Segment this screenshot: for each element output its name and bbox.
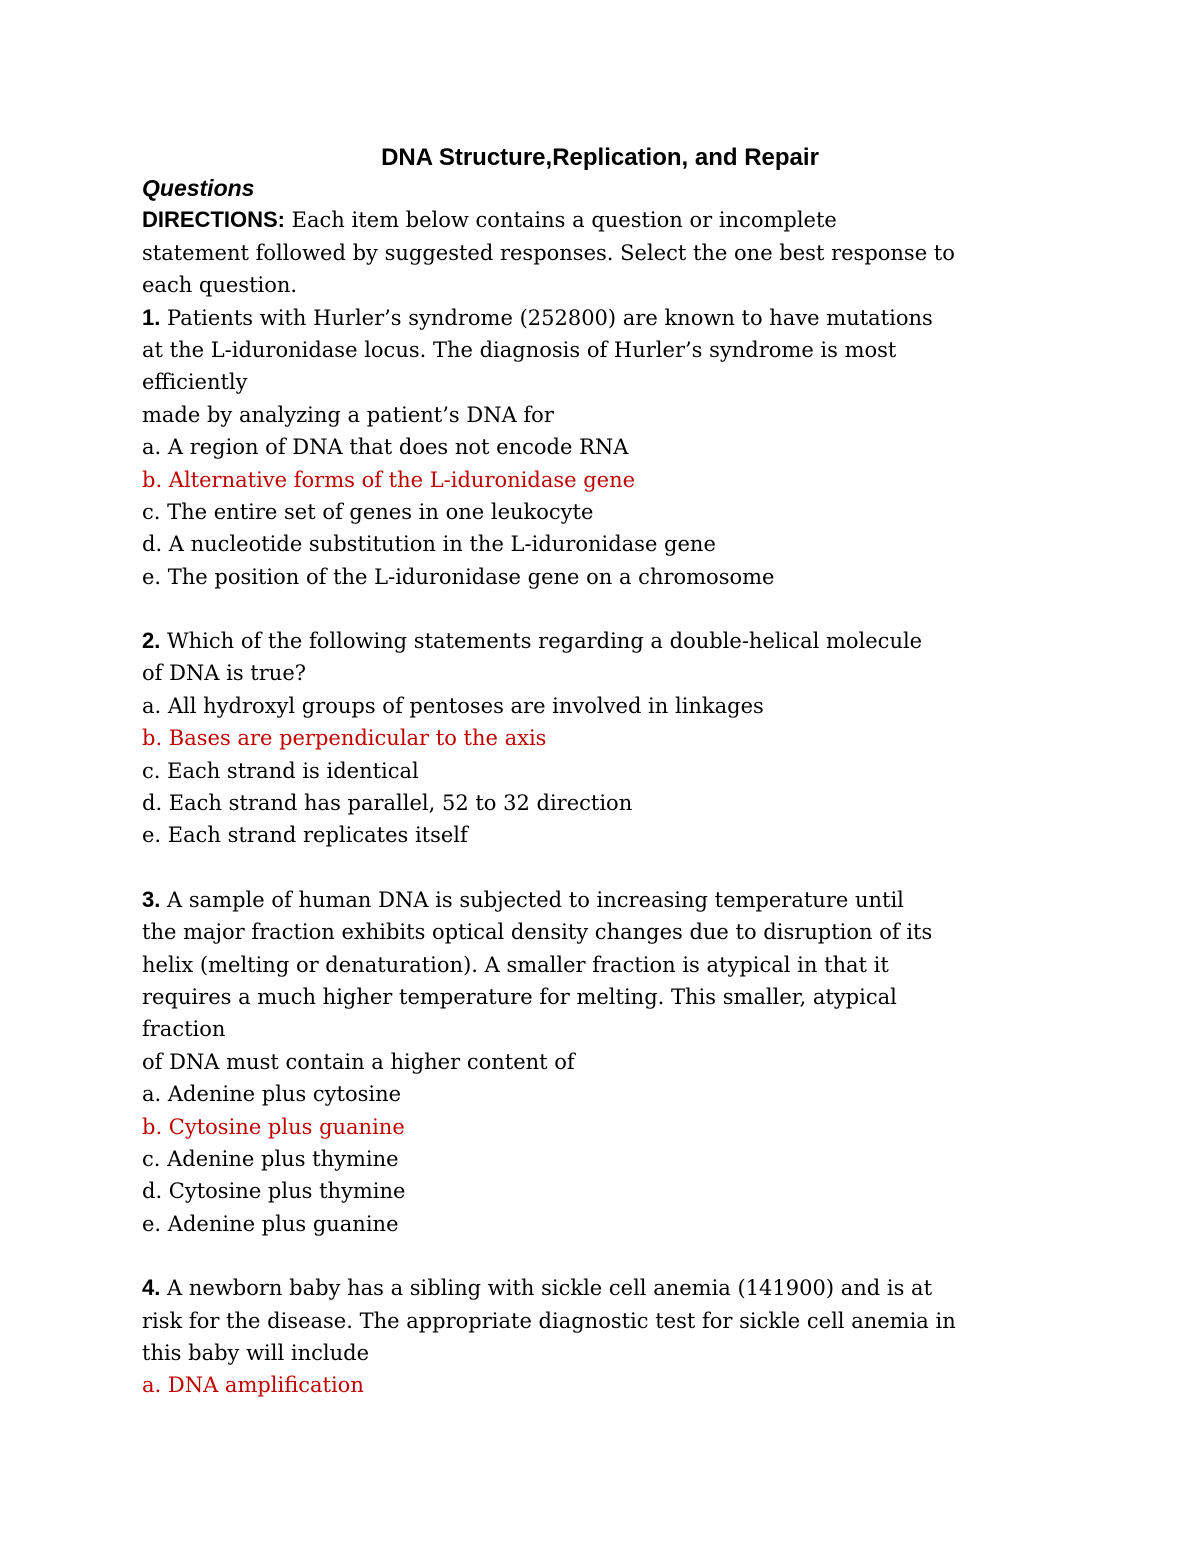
directions-line: statement followed by suggested responses. Select the one best response to xyxy=(142,240,955,265)
question-stem-line xyxy=(142,625,1042,657)
answer-option: d. Cytosine plus thymine xyxy=(142,1179,406,1204)
question-stem-line: of DNA must contain a higher content of xyxy=(142,1049,575,1074)
question-stem-line xyxy=(142,302,1042,334)
question-number: 4. xyxy=(142,1275,161,1301)
answer-option: a. A region of DNA that does not encode RNA xyxy=(142,435,629,460)
answer-option: c. Adenine plus thymine xyxy=(142,1146,399,1171)
question-stem-text: A sample of human DNA is subjected to increasing temperature until xyxy=(160,887,904,912)
question-stem-line: fraction xyxy=(142,1017,226,1042)
question-block-4 xyxy=(142,1272,1042,1402)
document-body xyxy=(142,172,1042,1402)
answer-option: a. All hydroxyl groups of pentoses are involved in linkages xyxy=(142,693,764,718)
directions-line: each question. xyxy=(142,273,298,298)
answer-option: a. Adenine plus cytosine xyxy=(142,1082,402,1107)
question-stem-text: Patients with Hurler’s syndrome (252800) are known to have mutations xyxy=(160,305,933,330)
question-number: 2. xyxy=(142,628,161,654)
question-stem-line xyxy=(142,884,1042,916)
answer-option: d. A nucleotide substitution in the L-iduronidase gene xyxy=(142,532,716,557)
question-stem-line: at the L-iduronidase locus. The diagnosis of Hurler’s syndrome is most xyxy=(142,337,897,362)
question-stem-line: helix (melting or denaturation). A smaller fraction is atypical in that it xyxy=(142,952,889,977)
directions-line xyxy=(142,204,1042,236)
answer-option: c. The entire set of genes in one leukocyte xyxy=(142,499,594,524)
document-title: DNA Structure,Replication, and Repair xyxy=(381,144,819,171)
question-stem-line: risk for the disease. The appropriate diagnostic test for sickle cell anemia in xyxy=(142,1308,956,1333)
question-number: 3. xyxy=(142,886,161,912)
directions-text: Each item below contains a question or incomplete xyxy=(285,208,837,233)
spacer xyxy=(142,1240,1042,1272)
question-stem-line: efficiently xyxy=(142,370,248,395)
question-block-1 xyxy=(142,302,1042,594)
question-stem-text: A newborn baby has a sibling with sickle cell anemia (141900) and is at xyxy=(160,1276,933,1301)
question-stem-line: requires a much higher temperature for melting. This smaller, atypical xyxy=(142,984,897,1009)
question-stem-line xyxy=(142,1272,1042,1304)
question-number: 1. xyxy=(142,304,161,330)
questions-heading: Questions xyxy=(142,175,255,201)
answer-option-correct: b. Bases are perpendicular to the axis xyxy=(142,726,547,751)
question-stem-line: made by analyzing a patient’s DNA for xyxy=(142,402,554,427)
answer-option: e. Adenine plus guanine xyxy=(142,1211,399,1236)
answer-option-correct: a. DNA amplification xyxy=(142,1373,364,1398)
question-block-3 xyxy=(142,884,1042,1240)
answer-option: e. The position of the L-iduronidase gene on a chromosome xyxy=(142,564,775,589)
question-stem-line: the major fraction exhibits optical density changes due to disruption of its xyxy=(142,920,933,945)
spacer xyxy=(142,593,1042,625)
question-stem-line: of DNA is true? xyxy=(142,661,307,686)
question-stem-line: this baby will include xyxy=(142,1340,369,1365)
answer-option-correct: b. Cytosine plus guanine xyxy=(142,1114,405,1139)
answer-option-correct: b. Alternative forms of the L-iduronidase gene xyxy=(142,467,636,492)
spacer xyxy=(142,852,1042,884)
directions-label: DIRECTIONS: xyxy=(142,207,285,233)
answer-option: c. Each strand is identical xyxy=(142,758,419,783)
question-stem-text: Which of the following statements regarding a double-helical molecule xyxy=(160,629,923,654)
question-block-2 xyxy=(142,625,1042,852)
answer-option: e. Each strand replicates itself xyxy=(142,823,468,848)
answer-option: d. Each strand has parallel, 52 to 32 direction xyxy=(142,791,633,816)
